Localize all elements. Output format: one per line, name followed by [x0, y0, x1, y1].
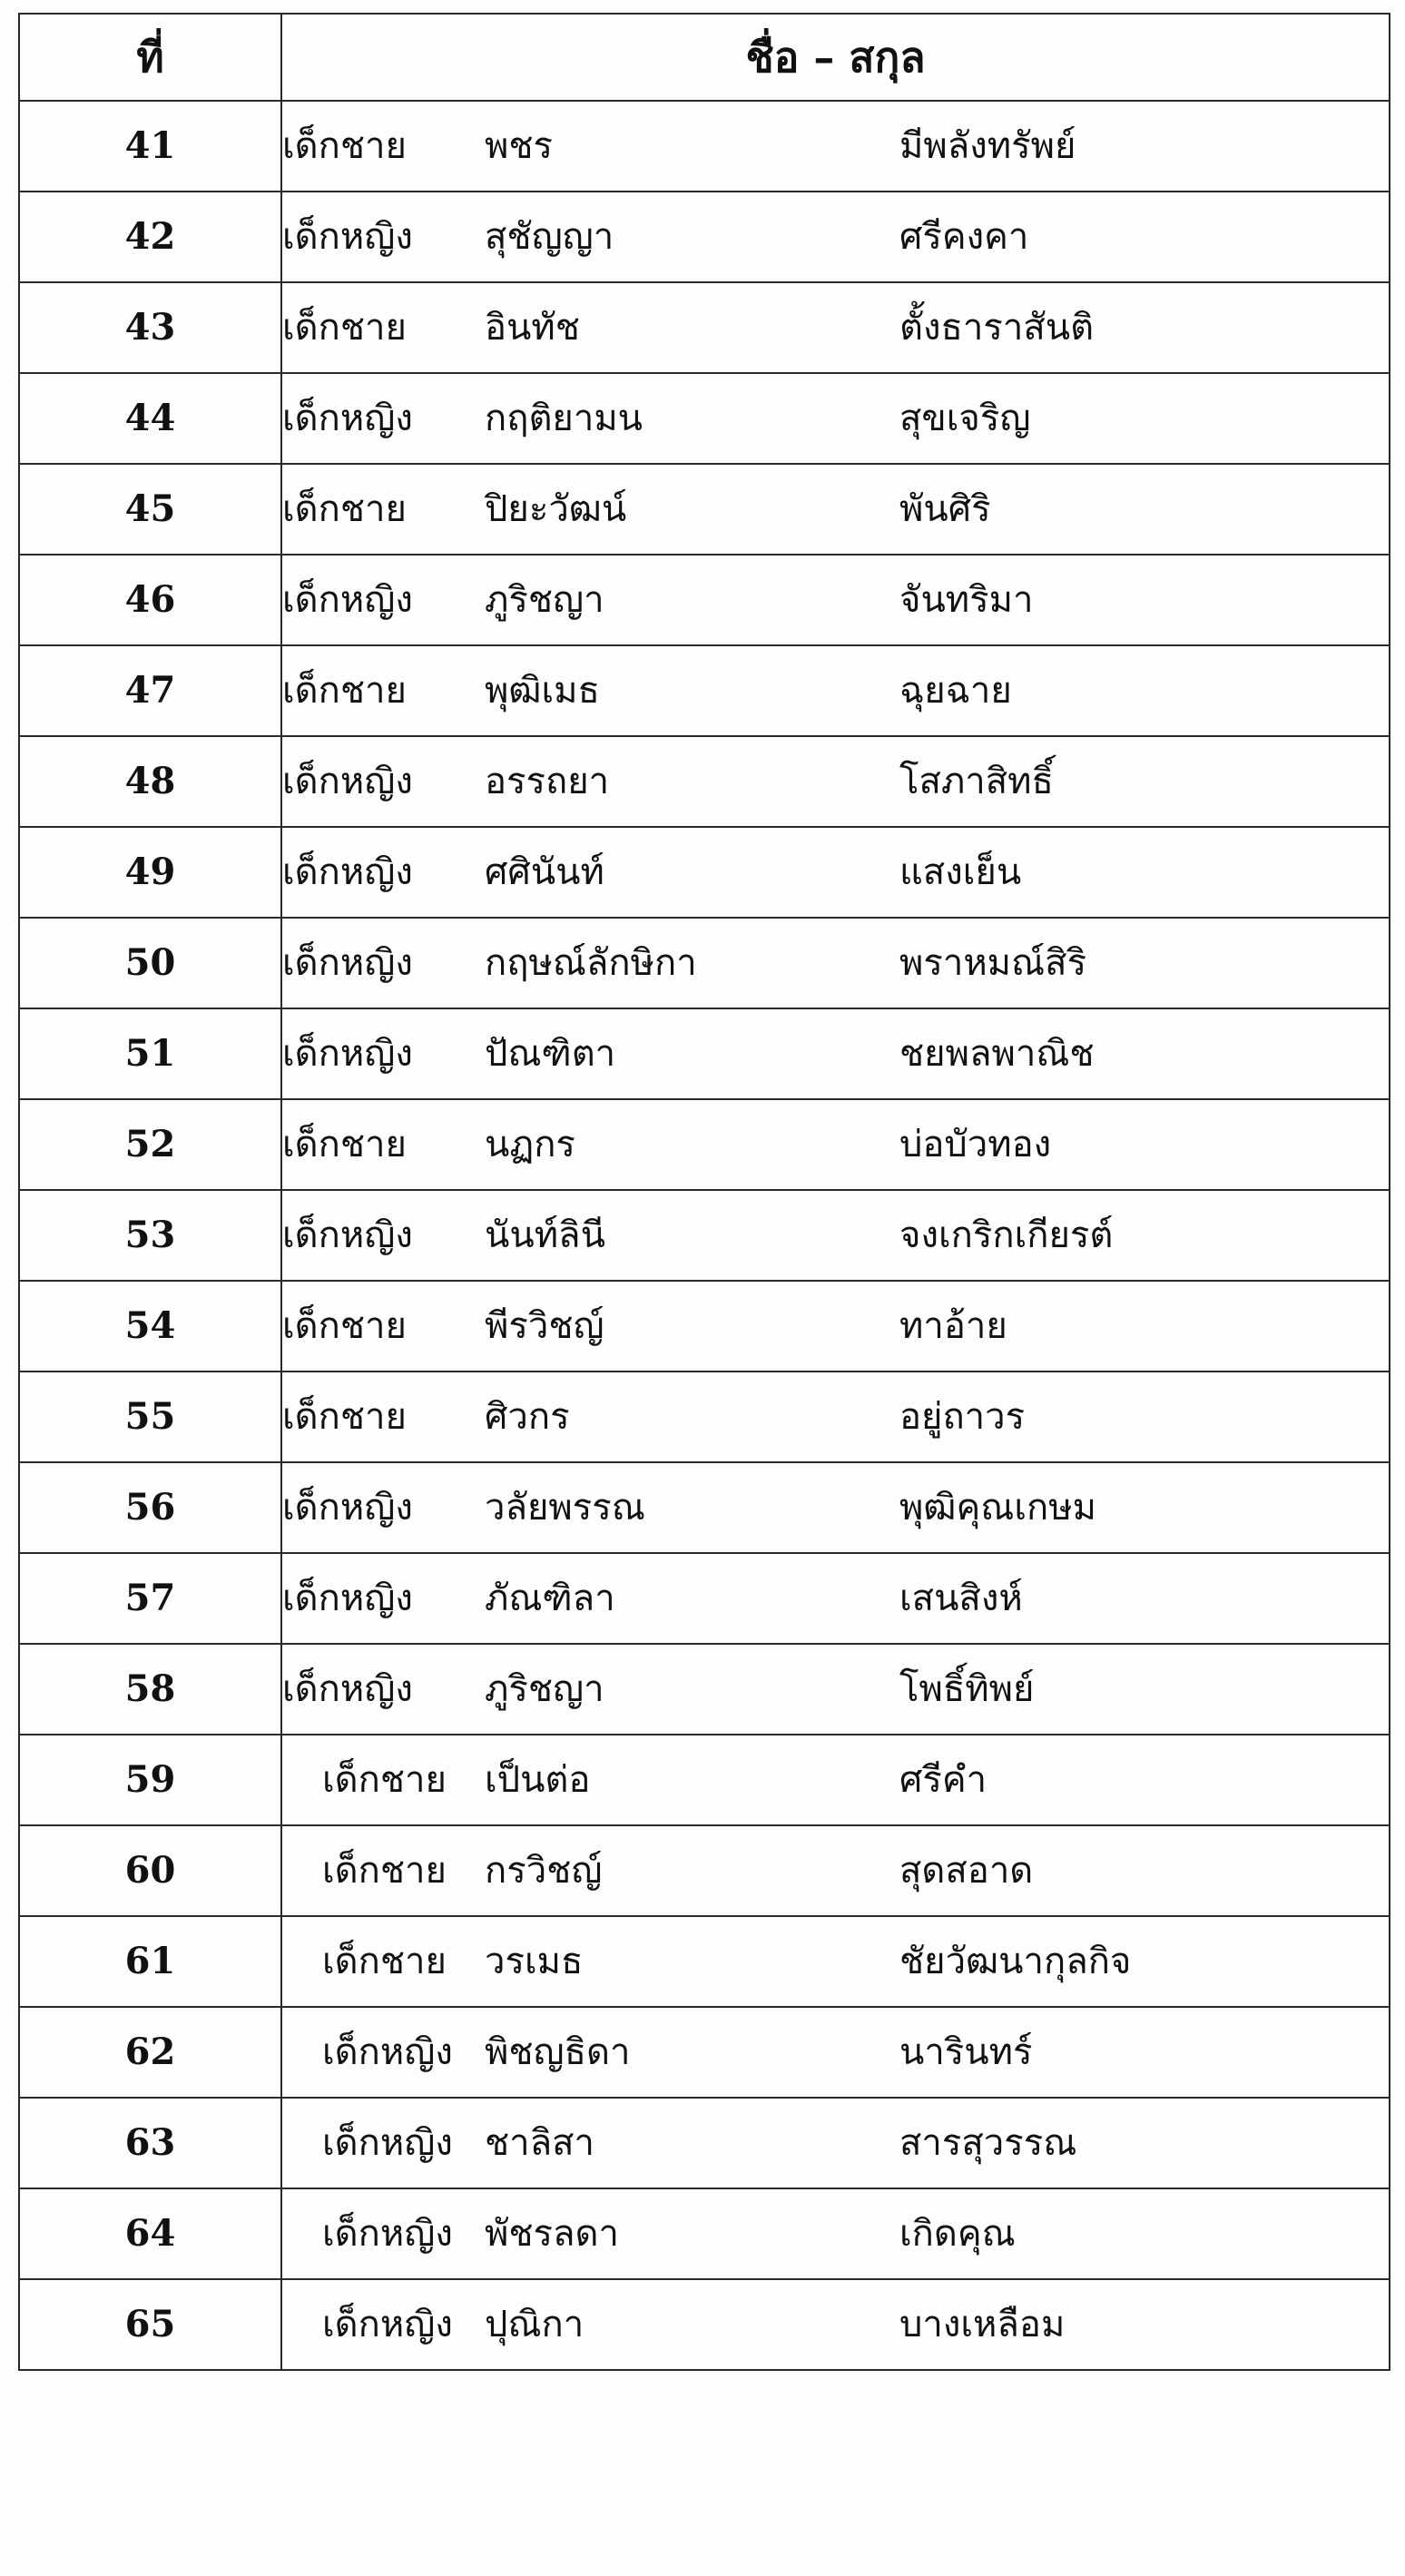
row-number: 49: [19, 827, 281, 918]
row-number: 56: [19, 1462, 281, 1553]
row-first-name: อรรถยา: [485, 736, 899, 827]
row-first-name: วลัยพรรณ: [485, 1462, 899, 1553]
table-row: [19, 464, 1390, 555]
row-last-name: นารินทร์: [899, 2007, 1390, 2098]
table-row: [19, 1825, 1390, 1916]
table-row: [19, 555, 1390, 645]
row-number: 47: [19, 645, 281, 736]
table-row: [19, 373, 1390, 464]
row-last-name: ชยพลพาณิช: [899, 1008, 1390, 1099]
row-last-name: ศรีคำ: [899, 1735, 1390, 1825]
row-number: 65: [19, 2279, 281, 2370]
row-number: 61: [19, 1916, 281, 2007]
row-prefix: เด็กหญิง: [281, 1190, 485, 1281]
table-row: [19, 101, 1390, 192]
row-last-name: พุฒิคุณเกษม: [899, 1462, 1390, 1553]
row-last-name: สารสุวรรณ: [899, 2098, 1390, 2188]
row-last-name: บางเหลือม: [899, 2279, 1390, 2370]
row-first-name: พัชรลดา: [485, 2188, 899, 2279]
row-last-name: ทาอ้าย: [899, 1281, 1390, 1372]
row-first-name: เป็นต่อ: [485, 1735, 899, 1825]
row-number: 51: [19, 1008, 281, 1099]
table-row: [19, 918, 1390, 1008]
row-number: 55: [19, 1372, 281, 1462]
row-first-name: กฤษณ์ลักษิกา: [485, 918, 899, 1008]
row-prefix: เด็กหญิง: [281, 373, 485, 464]
row-last-name: พันศิริ: [899, 464, 1390, 555]
student-roster-table: [18, 13, 1390, 2371]
row-prefix: เด็กหญิง: [281, 2279, 485, 2370]
table-row: [19, 1462, 1390, 1553]
row-last-name: สุขเจริญ: [899, 373, 1390, 464]
row-number: 57: [19, 1553, 281, 1644]
row-number: 42: [19, 192, 281, 282]
table-row: [19, 736, 1390, 827]
table-header-row: [19, 14, 1390, 101]
row-first-name: พีรวิชญ์: [485, 1281, 899, 1372]
row-first-name: ปุณิกา: [485, 2279, 899, 2370]
table-row: [19, 1735, 1390, 1825]
row-number: 64: [19, 2188, 281, 2279]
table-row: [19, 282, 1390, 373]
table-row: [19, 827, 1390, 918]
row-prefix: เด็กชาย: [281, 1372, 485, 1462]
table-row: [19, 2279, 1390, 2370]
row-prefix: เด็กชาย: [281, 1099, 485, 1190]
row-prefix: เด็กหญิง: [281, 192, 485, 282]
row-prefix: เด็กหญิง: [281, 736, 485, 827]
table-row: [19, 1008, 1390, 1099]
row-prefix: เด็กชาย: [281, 645, 485, 736]
row-first-name: นันท์ลินี: [485, 1190, 899, 1281]
row-prefix: เด็กหญิง: [281, 1008, 485, 1099]
row-last-name: ศรีคงคา: [899, 192, 1390, 282]
row-prefix: เด็กชาย: [281, 1916, 485, 2007]
row-number: 59: [19, 1735, 281, 1825]
row-number: 62: [19, 2007, 281, 2098]
row-prefix: เด็กหญิง: [281, 2098, 485, 2188]
row-first-name: กฤติยามน: [485, 373, 899, 464]
header-number: ที่: [19, 14, 281, 101]
table-row: [19, 1281, 1390, 1372]
table-row: [19, 1553, 1390, 1644]
row-number: 52: [19, 1099, 281, 1190]
row-number: 60: [19, 1825, 281, 1916]
row-first-name: พิชญธิดา: [485, 2007, 899, 2098]
row-first-name: พชร: [485, 101, 899, 192]
row-number: 46: [19, 555, 281, 645]
row-prefix: เด็กหญิง: [281, 1644, 485, 1735]
row-prefix: เด็กหญิง: [281, 2007, 485, 2098]
table-row: [19, 1916, 1390, 2007]
table-row: [19, 1644, 1390, 1735]
row-first-name: กรวิชญ์: [485, 1825, 899, 1916]
table-row: [19, 2007, 1390, 2098]
row-first-name: ปิยะวัฒน์: [485, 464, 899, 555]
row-last-name: เสนสิงห์: [899, 1553, 1390, 1644]
row-last-name: แสงเย็น: [899, 827, 1390, 918]
roster-body: [19, 101, 1390, 2370]
row-prefix: เด็กชาย: [281, 464, 485, 555]
table-row: [19, 1190, 1390, 1281]
row-number: 41: [19, 101, 281, 192]
row-number: 53: [19, 1190, 281, 1281]
row-first-name: ศศินันท์: [485, 827, 899, 918]
row-prefix: เด็กหญิง: [281, 827, 485, 918]
row-prefix: เด็กหญิง: [281, 1553, 485, 1644]
row-prefix: เด็กชาย: [281, 1735, 485, 1825]
header-full-name: ชื่อ – สกุล: [281, 14, 1390, 101]
row-last-name: สุดสอาด: [899, 1825, 1390, 1916]
row-prefix: เด็กชาย: [281, 1825, 485, 1916]
row-first-name: ปัณฑิตา: [485, 1008, 899, 1099]
row-prefix: เด็กหญิง: [281, 1462, 485, 1553]
row-last-name: ตั้งธาราสันติ: [899, 282, 1390, 373]
row-last-name: เกิดคุณ: [899, 2188, 1390, 2279]
row-last-name: พราหมณ์สิริ: [899, 918, 1390, 1008]
row-number: 48: [19, 736, 281, 827]
row-first-name: อินทัช: [485, 282, 899, 373]
table-row: [19, 2098, 1390, 2188]
table-row: [19, 1372, 1390, 1462]
table-row: [19, 2188, 1390, 2279]
row-last-name: มีพลังทรัพย์: [899, 101, 1390, 192]
row-number: 45: [19, 464, 281, 555]
row-number: 44: [19, 373, 281, 464]
table-row: [19, 1099, 1390, 1190]
table-row: [19, 192, 1390, 282]
row-prefix: เด็กชาย: [281, 1281, 485, 1372]
row-number: 50: [19, 918, 281, 1008]
row-prefix: เด็กหญิง: [281, 918, 485, 1008]
row-number: 43: [19, 282, 281, 373]
table-row: [19, 645, 1390, 736]
row-prefix: เด็กหญิง: [281, 555, 485, 645]
row-first-name: ภัณฑิลา: [485, 1553, 899, 1644]
row-last-name: โพธิ์ทิพย์: [899, 1644, 1390, 1735]
row-first-name: ศิวกร: [485, 1372, 899, 1462]
row-number: 63: [19, 2098, 281, 2188]
row-first-name: สุชัญญา: [485, 192, 899, 282]
row-prefix: เด็กชาย: [281, 282, 485, 373]
row-first-name: ภูริชญา: [485, 1644, 899, 1735]
row-last-name: ชัยวัฒนากุลกิจ: [899, 1916, 1390, 2007]
row-last-name: อยู่ถาวร: [899, 1372, 1390, 1462]
row-first-name: ภูริชญา: [485, 555, 899, 645]
row-last-name: ฉุยฉาย: [899, 645, 1390, 736]
row-number: 54: [19, 1281, 281, 1372]
row-prefix: เด็กชาย: [281, 101, 485, 192]
row-last-name: บ่อบัวทอง: [899, 1099, 1390, 1190]
row-first-name: พุฒิเมธ: [485, 645, 899, 736]
row-last-name: จันทริมา: [899, 555, 1390, 645]
row-prefix: เด็กหญิง: [281, 2188, 485, 2279]
row-first-name: ชาลิสา: [485, 2098, 899, 2188]
row-last-name: โสภาสิทธิ์: [899, 736, 1390, 827]
row-last-name: จงเกริกเกียรต์: [899, 1190, 1390, 1281]
row-first-name: วรเมธ: [485, 1916, 899, 2007]
row-first-name: นฏกร: [485, 1099, 899, 1190]
row-number: 58: [19, 1644, 281, 1735]
